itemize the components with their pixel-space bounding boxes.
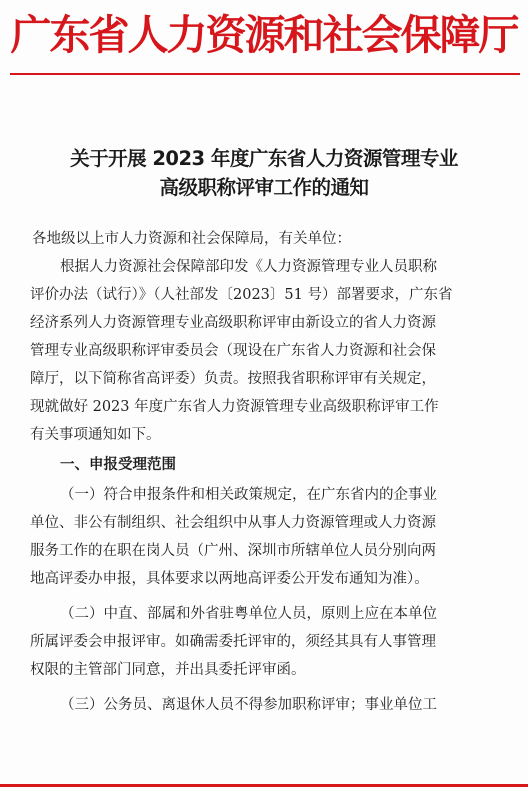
intro-line: 现就做好 2023 年度广东省人力资源管理专业高级职称评审工作 <box>30 399 439 415</box>
intro-line: 经济系列人力资源管理专业高级职称评审由新设立的省人力资源 <box>30 315 436 331</box>
intro-line: 障厅，以下简称省高评委）负责。按照我省职称评审有关规定， <box>30 371 436 387</box>
item-3-line: （三）公务员、离退休人员不得参加职称评审；事业单位工 <box>60 697 437 713</box>
salutation: 各地级以上市人力资源和社会保障局，有关单位： <box>32 231 351 247</box>
item-1-line: （一）符合申报条件和相关政策规定，在广东省内的企事业 <box>60 487 437 503</box>
agency-masthead: 广东省人力资源和社会保障厅 <box>10 11 518 59</box>
item-1-line: 单位、非公有制组织、社会组织中从事人力资源管理或人力资源 <box>30 515 436 531</box>
item-2-line: 所属评委会申报评审。如确需委托评审的，须经其具有人事管理 <box>30 634 436 650</box>
intro-line: 管理专业高级职称评审委员会（现设在广东省人力资源和社会保 <box>30 343 436 359</box>
masthead-red-rule <box>10 73 520 75</box>
item-2-line: （二）中直、部属和外省驻粤单位人员，原则上应在本单位 <box>60 606 437 622</box>
notice-title-line-1: 关于开展 2023 年度广东省人力资源管理专业 <box>70 147 458 170</box>
item-2-line: 权限的主管部门同意，并出具委托评审函。 <box>30 662 306 678</box>
item-1-line: 地高评委办申报，具体要求以两地高评委公开发布通知为准）。 <box>30 571 429 587</box>
bottom-red-rule <box>0 784 528 787</box>
item-1-line: 服务工作的在职在岗人员（广州、深圳市所辖单位人员分别向两 <box>30 543 436 559</box>
intro-line: 根据人力资源社会保障部印发《人力资源管理专业人员职称 <box>60 259 437 275</box>
intro-line: 有关事项通知如下。 <box>30 427 161 443</box>
intro-line: 评价办法（试行）》（人社部发〔2023〕51 号）部署要求，广东省 <box>30 287 453 303</box>
notice-title-line-2: 高级职称评审工作的通知 <box>159 176 369 199</box>
section-heading: 一、申报受理范围 <box>60 457 176 473</box>
